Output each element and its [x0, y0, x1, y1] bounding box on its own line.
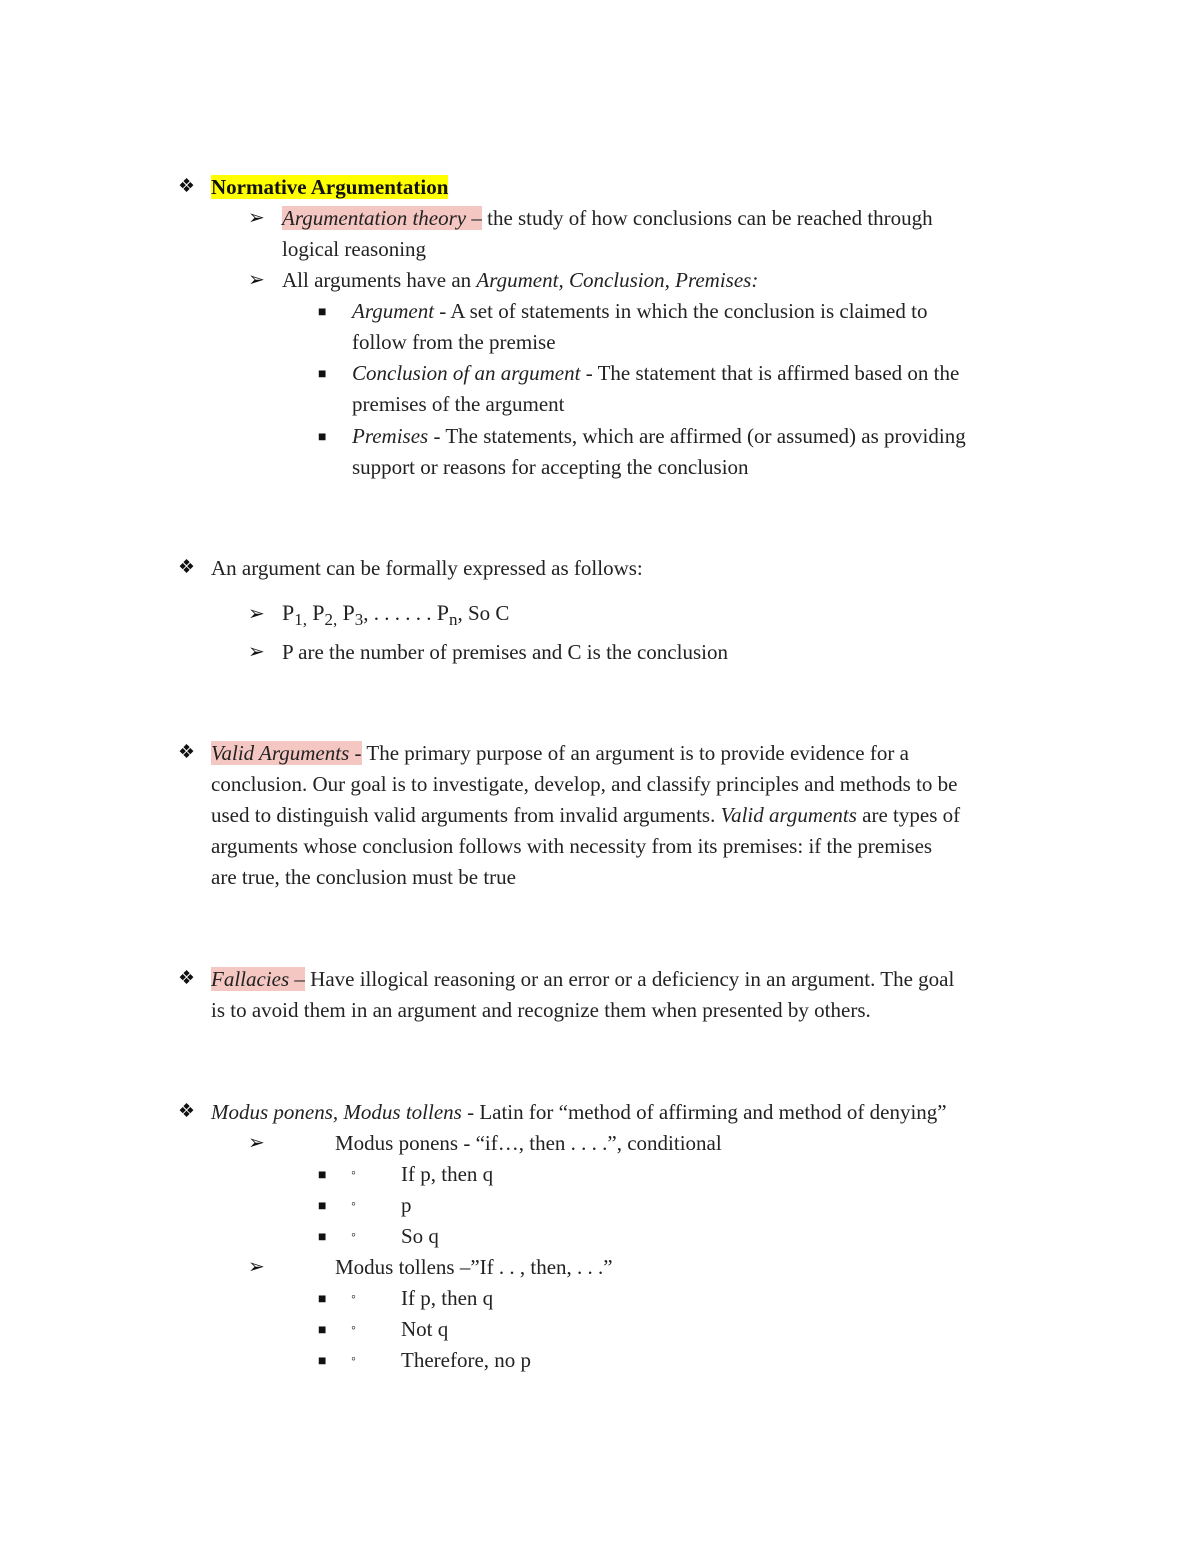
diamond-bullet-icon: ❖: [178, 742, 196, 763]
arrow-bullet-icon: ➢: [248, 641, 265, 663]
argument-definition-continuation: follow from the premise: [352, 330, 556, 354]
circle-bullet-icon: ◦: [351, 1197, 356, 1212]
square-bullet-icon: ■: [318, 430, 327, 445]
term-argument: Argument: [352, 299, 435, 323]
formal-expression-formula: [282, 600, 510, 629]
valid-arguments-line-4: arguments whose conclusion follows with necessity from its premises: if the premises: [211, 834, 933, 858]
valid-arguments-line-5: are true, the conclusion must be true: [211, 865, 516, 889]
square-bullet-icon: ■: [318, 1230, 327, 1245]
circle-bullet-icon: ◦: [351, 1166, 356, 1181]
subscript-n: n: [449, 610, 458, 629]
premise-symbol: P: [342, 600, 355, 625]
term-valid-arguments-inline: Valid arguments: [720, 803, 857, 827]
argument-definition: [352, 298, 927, 324]
term-conclusion: Conclusion of an argument: [352, 361, 581, 385]
all-arguments-item: [282, 267, 758, 293]
subscript-3: 3: [354, 610, 364, 629]
circle-bullet-icon: ◦: [351, 1228, 356, 1243]
premise-symbol: P: [312, 600, 325, 625]
arrow-bullet-icon: ➢: [248, 1256, 265, 1278]
definition-text: - The statements, which are affirmed (or assumed) as providing: [428, 424, 966, 448]
term-premises: Premises: [352, 424, 429, 448]
premise-symbol: P: [436, 600, 449, 625]
square-bullet-icon: ■: [318, 1354, 327, 1369]
paragraph-text: - Latin for “method of affirming and method of denying”: [461, 1100, 947, 1124]
argumentation-theory-continuation: logical reasoning: [282, 237, 427, 261]
ellipsis-dots: , . . . . . .: [363, 601, 437, 625]
premises-explanation: P are the number of premises and C is the conclusion: [282, 640, 728, 664]
paragraph-text: The primary purpose of an argument is to provide evidence for a: [361, 741, 909, 765]
paragraph-text: are types of: [856, 803, 961, 827]
arrow-bullet-icon: ➢: [248, 269, 265, 291]
definition-text: - The statement that is affirmed based on the: [580, 361, 960, 385]
square-bullet-icon: ■: [318, 1199, 327, 1214]
term-modus: Modus ponens, Modus tollens: [211, 1100, 462, 1124]
premises-definition: [352, 423, 966, 449]
square-bullet-icon: ■: [318, 305, 327, 320]
premises-definition-continuation: support or reasons for accepting the conclusion: [352, 455, 749, 479]
argumentation-theory-item: [282, 205, 933, 231]
term-valid-arguments: Valid Arguments -: [211, 741, 362, 765]
term-fallacies: Fallacies –: [211, 967, 305, 991]
circle-bullet-icon: ◦: [351, 1352, 356, 1367]
ponens-step: If p, then q: [401, 1162, 494, 1186]
valid-arguments-line-2: conclusion. Our goal is to investigate, develop, and classify principles and methods to be: [211, 772, 958, 796]
modus-heading-line: [211, 1099, 947, 1125]
valid-arguments-line-1: [211, 740, 909, 766]
subscript-1: 1,: [294, 610, 307, 629]
term-argumentation-theory: Argumentation theory –: [282, 206, 482, 230]
definition-text: - A set of statements in which the conclusion is claimed to: [434, 299, 928, 323]
premise-symbol: P: [282, 600, 295, 625]
ponens-step: So q: [401, 1224, 439, 1248]
circle-bullet-icon: ◦: [351, 1290, 356, 1305]
square-bullet-icon: ■: [318, 1292, 327, 1307]
tollens-step: If p, then q: [401, 1286, 494, 1310]
paragraph-text: Have illogical reasoning or an error or a deficiency in an argument. The goal: [304, 967, 955, 991]
modus-tollens-item: Modus tollens –”If . . , then, . . .”: [335, 1255, 613, 1279]
square-bullet-icon: ■: [318, 1168, 327, 1183]
arrow-bullet-icon: ➢: [248, 1132, 265, 1154]
item-terms: Argument, Conclusion, Premises:: [476, 268, 759, 292]
tollens-step: Not q: [401, 1317, 449, 1341]
section-heading-normative-argumentation: [211, 174, 448, 200]
modus-ponens-item: Modus ponens - “if…, then . . . .”, conditional: [335, 1131, 722, 1155]
circle-bullet-icon: ◦: [351, 1321, 356, 1336]
arrow-bullet-icon: ➢: [248, 207, 265, 229]
conclusion-definition-continuation: premises of the argument: [352, 392, 565, 416]
diamond-bullet-icon: ❖: [178, 1101, 196, 1122]
diamond-bullet-icon: ❖: [178, 968, 196, 989]
square-bullet-icon: ■: [318, 367, 327, 382]
item-text: All arguments have an: [282, 268, 477, 292]
fallacies-line-2: is to avoid them in an argument and recognize them when presented by others.: [211, 998, 871, 1022]
diamond-bullet-icon: ❖: [178, 176, 196, 197]
fallacies-line-1: [211, 966, 954, 992]
arrow-bullet-icon: ➢: [248, 603, 265, 625]
conclusion-definition: [352, 360, 959, 386]
paragraph-text: used to distinguish valid arguments from invalid arguments.: [211, 803, 721, 827]
formula-tail: , So C: [457, 601, 510, 625]
diamond-bullet-icon: ❖: [178, 557, 196, 578]
square-bullet-icon: ■: [318, 1323, 327, 1338]
ponens-step: p: [401, 1193, 412, 1217]
heading-text: Normative Argumentation: [211, 175, 449, 199]
valid-arguments-line-3: [211, 802, 960, 828]
tollens-step: Therefore, no p: [401, 1348, 532, 1372]
definition-text: the study of how conclusions can be reached through: [481, 206, 933, 230]
subscript-2: 2,: [324, 610, 338, 629]
formal-expression-intro: An argument can be formally expressed as follows:: [211, 556, 643, 580]
